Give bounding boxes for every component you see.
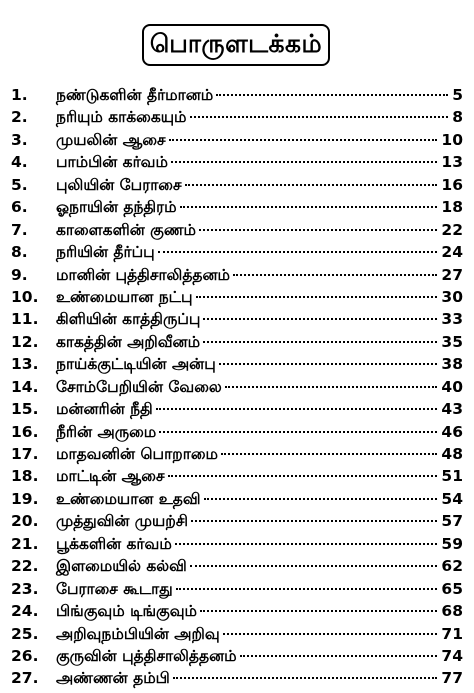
- dot-leader: [180, 206, 438, 208]
- toc-entry-line: [56, 331, 463, 353]
- toc-entry-title: பூக்களின் கர்வம்: [56, 534, 172, 553]
- toc-entry-line: [56, 623, 463, 645]
- toc-entry: [0, 421, 474, 443]
- toc-entry: [0, 106, 474, 128]
- dot-leader: [158, 251, 438, 253]
- toc-entry-title: மாட்டின் ஆசை: [56, 467, 165, 486]
- toc-entry-title: கிளியின் காத்திருப்பு: [56, 310, 201, 329]
- toc-entry-number: 26.: [11, 646, 39, 665]
- toc-entry-title: மாதவனின் பொறாமை: [56, 445, 218, 463]
- toc-entry-page: 33: [441, 310, 463, 329]
- toc-entry-line: [56, 129, 463, 151]
- toc-entry-page: 18: [441, 198, 463, 217]
- dot-leader: [240, 655, 438, 657]
- toc-entry-line: [56, 645, 463, 667]
- toc-entry-line: [56, 600, 463, 622]
- toc-entry: [0, 151, 474, 173]
- toc-entry: [0, 465, 474, 487]
- toc-entry-line: [56, 196, 463, 218]
- toc-entry-number: 4.: [11, 153, 28, 172]
- toc-entry-page: 71: [441, 624, 463, 643]
- dot-leader: [190, 116, 449, 118]
- toc-entry-title: உண்மையான உதவி: [56, 489, 201, 508]
- toc-entry-page: 22: [441, 220, 463, 239]
- toc-entry-page: 38: [441, 355, 463, 374]
- toc-entry-title: நாய்க்குட்டியின் அன்பு: [56, 355, 216, 374]
- toc-entry-line: [56, 443, 463, 465]
- dot-leader: [176, 588, 438, 590]
- toc-entry-number: 1.: [11, 86, 28, 104]
- toc-entry-page: 16: [441, 175, 463, 194]
- toc-entry-page: 27: [441, 265, 463, 284]
- toc-entry-line: [56, 376, 463, 398]
- toc-entry-title: உண்மையான நட்பு: [56, 287, 193, 306]
- dot-leader: [203, 318, 437, 320]
- toc-entry-line: [56, 398, 463, 420]
- toc-entry-line: [56, 219, 463, 241]
- toc-entry: [0, 264, 474, 286]
- dot-leader: [159, 431, 437, 433]
- toc-entry-page: 24: [441, 243, 463, 262]
- toc-entry-title: நண்டுகளின் தீர்மானம்: [56, 86, 214, 104]
- toc-entry: [0, 196, 474, 218]
- toc-entry-page: 68: [441, 602, 463, 621]
- page-title: பொருளடக்கம்: [142, 24, 330, 66]
- toc-entry-page: 77: [441, 669, 463, 688]
- toc-entry-line: [56, 578, 463, 600]
- toc-entry-line: [56, 308, 463, 330]
- toc-entry-number: 2.: [11, 108, 28, 127]
- toc-entry-page: 62: [441, 557, 463, 576]
- toc-entry-title: நரியும் காக்கையும்: [56, 108, 187, 127]
- dot-leader: [173, 677, 438, 679]
- toc-entry-line: [56, 421, 463, 443]
- toc-entry-page: 35: [441, 332, 463, 351]
- toc-entry-title: நீரின் அருமை: [56, 422, 157, 441]
- toc-entry-number: 23.: [11, 579, 39, 598]
- toc-entry: [0, 578, 474, 600]
- toc-entry-line: [56, 555, 463, 577]
- toc-entry-page: 46: [441, 422, 463, 441]
- toc-entry-number: 24.: [11, 602, 39, 621]
- toc-entry-line: [56, 84, 463, 106]
- toc-entry: [0, 555, 474, 577]
- toc-entry-number: 27.: [11, 669, 39, 688]
- dot-leader: [168, 475, 438, 477]
- toc-entry: [0, 376, 474, 398]
- toc-entry-page: 13: [441, 153, 463, 172]
- toc-entry-number: 3.: [11, 130, 28, 149]
- toc-entry-page: 10: [441, 130, 463, 149]
- toc-entry-page: 57: [441, 512, 463, 531]
- toc-entry: [0, 219, 474, 241]
- toc-entry-page: 8: [452, 108, 463, 127]
- toc-entry: [0, 398, 474, 420]
- toc-entry-line: [56, 286, 463, 308]
- toc-entry-number: 20.: [11, 512, 39, 531]
- toc-entry-number: 10.: [11, 287, 39, 306]
- toc-entry-page: 51: [441, 467, 463, 486]
- toc-entry: [0, 174, 474, 196]
- toc-entry-title: பிங்குவும் டிங்குவும்: [56, 602, 198, 621]
- toc-entry-number: 6.: [11, 198, 28, 217]
- toc-entry-number: 11.: [11, 310, 39, 329]
- toc-entry-title: முத்துவின் முயற்சி: [56, 512, 188, 531]
- toc-entry-title: குருவின் புத்திசாலித்தனம்: [56, 646, 237, 665]
- dot-leader: [200, 610, 437, 612]
- toc-entry: [0, 510, 474, 532]
- toc-entry: [0, 667, 474, 689]
- toc-entry-number: 7.: [11, 220, 28, 239]
- toc-entry-title: காகத்தின் அறிவீனம்: [56, 332, 201, 351]
- toc-entry: [0, 443, 474, 465]
- table-of-contents: [0, 84, 474, 690]
- toc-entry-page: 74: [441, 646, 463, 665]
- toc-entry-number: 9.: [11, 265, 28, 284]
- toc-entry: [0, 331, 474, 353]
- dot-leader: [203, 341, 437, 343]
- toc-entry-line: [56, 264, 463, 286]
- toc-entry-line: [56, 465, 463, 487]
- toc-entry-title: காளைகளின் குணம்: [56, 220, 197, 239]
- toc-entry-title: மன்னரின் நீதி: [56, 400, 153, 419]
- toc-entry-number: 14.: [11, 377, 39, 396]
- toc-entry-number: 13.: [11, 355, 39, 374]
- dot-leader: [185, 184, 438, 186]
- toc-entry-page: 59: [441, 534, 463, 553]
- dot-leader: [233, 274, 437, 276]
- dot-leader: [169, 139, 438, 141]
- dot-leader: [199, 229, 437, 231]
- toc-entry: [0, 533, 474, 555]
- toc-entry-line: [56, 353, 463, 375]
- dot-leader: [175, 543, 438, 545]
- toc-entry: [0, 623, 474, 645]
- toc-entry-title: அண்ணன் தம்பி: [56, 669, 170, 688]
- dot-leader: [219, 363, 438, 365]
- dot-leader: [196, 296, 438, 298]
- toc-entry: [0, 308, 474, 330]
- toc-entry-page: 5: [452, 86, 463, 104]
- toc-entry-number: 22.: [11, 557, 39, 576]
- dot-leader: [223, 633, 438, 635]
- toc-entry-title: ஓநாயின் தந்திரம்: [56, 198, 177, 217]
- toc-entry-title: புலியின் பேராசை: [56, 175, 182, 194]
- toc-entry-title: நரியின் தீர்ப்பு: [56, 243, 155, 262]
- toc-entry-page: 40: [441, 377, 463, 396]
- toc-entry-line: [56, 106, 463, 128]
- toc-entry: [0, 353, 474, 375]
- toc-entry-number: 21.: [11, 534, 39, 553]
- toc-entry: [0, 488, 474, 510]
- toc-entry-number: 8.: [11, 243, 28, 262]
- dot-leader: [225, 386, 438, 388]
- toc-entry-title: சோம்பேறியின் வேலை: [56, 377, 222, 396]
- toc-entry: [0, 84, 474, 106]
- toc-entry-line: [56, 241, 463, 263]
- toc-entry-line: [56, 510, 463, 532]
- dot-leader: [204, 498, 438, 500]
- toc-entry: [0, 600, 474, 622]
- toc-entry-number: 16.: [11, 422, 39, 441]
- toc-entry: [0, 241, 474, 263]
- toc-entry-title: முயலின் ஆசை: [56, 130, 166, 149]
- toc-entry-number: 19.: [11, 489, 39, 508]
- toc-entry-page: 43: [441, 400, 463, 419]
- toc-entry-page: 65: [441, 579, 463, 598]
- toc-entry-title: இளமையில் கல்வி: [56, 557, 187, 576]
- dot-leader: [191, 520, 437, 522]
- toc-entry-title: பாம்பின் கர்வம்: [56, 153, 168, 172]
- dot-leader: [156, 408, 438, 410]
- toc-entry-page: 54: [441, 489, 463, 508]
- toc-entry-line: [56, 667, 463, 689]
- dot-leader: [216, 94, 448, 96]
- dot-leader: [171, 161, 437, 163]
- toc-entry: [0, 286, 474, 308]
- toc-entry-number: 17.: [11, 445, 39, 463]
- dot-leader: [190, 565, 438, 567]
- toc-entry-page: 48: [441, 445, 463, 463]
- toc-entry-line: [56, 488, 463, 510]
- toc-entry-title: மானின் புத்திசாலித்தனம்: [56, 265, 231, 284]
- toc-entry: [0, 645, 474, 667]
- toc-entry-number: 18.: [11, 467, 39, 486]
- toc-entry: [0, 129, 474, 151]
- toc-entry-title: பேராசை கூடாது: [56, 579, 173, 598]
- toc-entry-title: அறிவுநம்பியின் அறிவு: [56, 624, 220, 643]
- toc-entry-line: [56, 174, 463, 196]
- toc-entry-number: 5.: [11, 175, 28, 194]
- toc-entry-number: 15.: [11, 400, 39, 419]
- toc-entry-number: 12.: [11, 332, 39, 351]
- toc-entry-line: [56, 151, 463, 173]
- toc-entry-line: [56, 533, 463, 555]
- dot-leader: [221, 453, 437, 455]
- toc-entry-number: 25.: [11, 624, 39, 643]
- toc-entry-page: 30: [441, 287, 463, 306]
